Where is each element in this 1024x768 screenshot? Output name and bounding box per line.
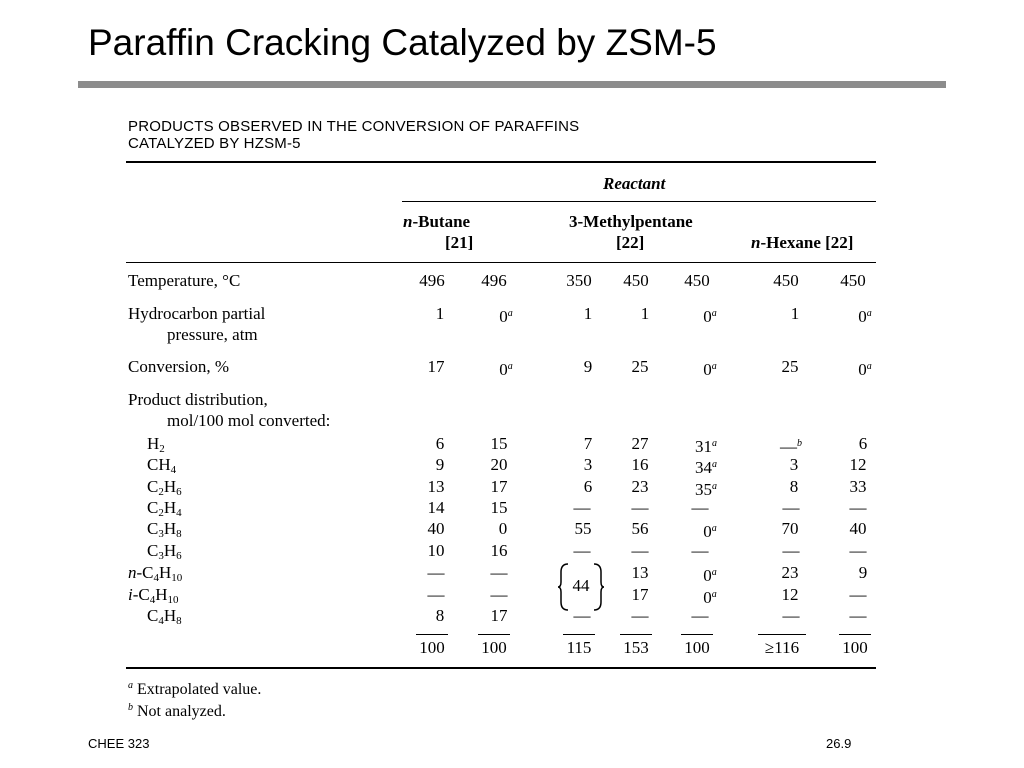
group-prefix: n <box>403 212 413 231</box>
product-h2: $H_2$ <box>147 434 165 455</box>
row-label-conversion: Conversion, % <box>128 357 230 376</box>
cell-not-analyzed <box>768 434 814 457</box>
total-cell: 100 <box>481 638 507 657</box>
cell: — <box>573 606 591 625</box>
sum-rule <box>620 634 652 635</box>
cell: 23 <box>631 477 649 496</box>
footnote-mark-a: a <box>711 589 717 600</box>
cell-temperature: 450 <box>840 271 866 290</box>
cell: 9 <box>858 563 868 582</box>
cell: 12 <box>781 585 799 604</box>
cell: 7 <box>583 434 593 453</box>
cell: 8 <box>435 606 445 625</box>
sum-rule <box>758 634 806 635</box>
cell: 8 <box>789 477 799 496</box>
cell-value: 31 <box>695 437 712 456</box>
footnote-mark-a: a <box>866 361 872 372</box>
row-label-pressure-1: Hydrocarbon partial <box>128 304 266 323</box>
cell-pressure-extrapolated <box>687 304 733 327</box>
cell: — <box>631 541 649 560</box>
cell: 9 <box>435 455 445 474</box>
cell: 20 <box>490 455 508 474</box>
cell-temperature: 450 <box>684 271 710 290</box>
footnote-mark-a: a <box>507 361 513 372</box>
cell: 55 <box>574 519 592 538</box>
cell: — <box>691 541 709 560</box>
footnote-b <box>128 698 226 722</box>
cell: 6 <box>435 434 445 453</box>
cell-extrapolated <box>683 434 729 457</box>
cell: 13 <box>631 563 649 582</box>
footer-right: 26.9 <box>826 736 852 751</box>
cell: 6 <box>583 477 593 496</box>
group-name: -Butane <box>412 212 471 231</box>
cell-extrapolated <box>687 585 733 608</box>
cell: 17 <box>490 606 508 625</box>
cell: — <box>691 606 709 625</box>
cell-pressure: 1 <box>583 304 593 323</box>
product-c4h8: $C_4H_8$ <box>147 606 182 627</box>
product-c3h6: $C_3H_6$ <box>147 541 182 562</box>
product-c2h4: $C_2H_4$ <box>147 498 182 519</box>
cell: 15 <box>490 498 508 517</box>
cell-value: 0 <box>703 566 712 585</box>
cell: 33 <box>849 477 867 496</box>
group-n-butane <box>403 212 470 232</box>
cell: — <box>782 498 800 517</box>
footnote-mark-a: a <box>128 680 133 691</box>
cell-conversion: 17 <box>427 357 445 376</box>
cell-conversion-extrapolated <box>483 357 529 380</box>
total-cell: 115 <box>566 638 592 657</box>
cell-value: 0 <box>703 522 712 541</box>
footnote-mark-a: a <box>712 481 717 492</box>
cell: 40 <box>427 519 445 538</box>
cell-value: 0 <box>858 307 867 326</box>
caption-line-2: CATALYZED BY HZSM-5 <box>128 135 301 152</box>
table-caption <box>128 118 579 152</box>
total-cell: 100 <box>419 638 445 657</box>
slide-title: Paraffin Cracking Catalyzed by ZSM-5 <box>88 22 717 63</box>
cell: 6 <box>858 434 868 453</box>
product-c2h6: $C_2H_6$ <box>147 477 182 498</box>
sum-rule <box>839 634 871 635</box>
cell-temperature: 496 <box>419 271 445 290</box>
cell: 27 <box>631 434 649 453</box>
cell-extrapolated <box>683 477 729 500</box>
row-label-distribution-2: mol/100 mol converted: <box>167 411 331 430</box>
cell: 40 <box>849 519 867 538</box>
cell-braced-value: 44 <box>572 576 590 595</box>
row-label-temperature: Temperature, °C <box>128 271 241 290</box>
product-n-c4h10: $n-C_4H_{10}$ <box>128 563 183 584</box>
cell-conversion: 9 <box>583 357 593 376</box>
cell: 16 <box>631 455 649 474</box>
cell-extrapolated <box>683 455 729 478</box>
cell-value: 0 <box>858 360 867 379</box>
cell: 10 <box>427 541 445 560</box>
footnote-text: Not analyzed. <box>137 703 226 720</box>
footnote-text: Extrapolated value. <box>137 681 262 698</box>
reactant-header: Reactant <box>603 174 666 193</box>
cell-value: 0 <box>703 360 712 379</box>
cell-value: 0 <box>703 588 712 607</box>
footnote-mark-a: a <box>507 308 513 319</box>
title-rule <box>78 81 946 88</box>
cell-value: 0 <box>703 307 712 326</box>
sum-rule <box>478 634 510 635</box>
cell-conversion-extrapolated <box>687 357 733 380</box>
cell: — <box>849 606 867 625</box>
cell-value: 34 <box>695 458 712 477</box>
cell: 23 <box>781 563 799 582</box>
footnote-mark-a: a <box>711 523 717 534</box>
cell: — <box>490 585 508 604</box>
cell: 3 <box>583 455 593 474</box>
footnote-mark-a: a <box>711 567 717 578</box>
cell: 12 <box>849 455 867 474</box>
cell-extrapolated <box>687 563 733 586</box>
group-ref-methylpentane: [22] <box>616 233 645 252</box>
cell-extrapolated <box>687 519 733 542</box>
cell-temperature: 450 <box>623 271 649 290</box>
table-top-rule <box>126 161 876 163</box>
cell: 0 <box>498 519 508 538</box>
group-n-hexane <box>751 233 853 253</box>
cell-temperature: 450 <box>773 271 799 290</box>
total-cell: 153 <box>623 638 649 657</box>
cell: 13 <box>427 477 445 496</box>
group-name: -Hexane [22] <box>760 233 854 252</box>
total-cell: ≥116 <box>764 638 800 657</box>
cell: — <box>427 585 445 604</box>
sum-rule <box>563 634 595 635</box>
cell: 17 <box>490 477 508 496</box>
total-cell: 100 <box>842 638 868 657</box>
total-cell: 100 <box>684 638 710 657</box>
cell: — <box>691 498 709 517</box>
cell-pressure: 1 <box>790 304 800 323</box>
cell-conversion: 25 <box>631 357 649 376</box>
table-bottom-rule <box>126 667 876 669</box>
cell-pressure: 1 <box>640 304 650 323</box>
cell: 70 <box>781 519 799 538</box>
header-bottom-rule <box>126 262 876 263</box>
cell-value: — <box>780 437 797 456</box>
cell: — <box>849 541 867 560</box>
footnote-mark-a: a <box>866 308 872 319</box>
cell: — <box>631 606 649 625</box>
cell-conversion: 25 <box>781 357 799 376</box>
reactant-rule <box>402 201 876 202</box>
footnote-mark-b: b <box>797 438 802 449</box>
cell: — <box>782 606 800 625</box>
group-3-methylpentane: 3-Methylpentane <box>569 212 693 231</box>
cell: 16 <box>490 541 508 560</box>
row-label-pressure-2: pressure, atm <box>167 325 258 344</box>
cell: — <box>573 498 591 517</box>
group-ref-butane: [21] <box>445 233 474 252</box>
footnote-mark-a: a <box>711 308 717 319</box>
cell: — <box>782 541 800 560</box>
cell: — <box>849 585 867 604</box>
footnote-a <box>128 676 261 700</box>
cell: 17 <box>631 585 649 604</box>
cell: 56 <box>631 519 649 538</box>
footnote-mark-a: a <box>711 361 717 372</box>
footnote-mark-b: b <box>128 702 133 713</box>
cell-value: 0 <box>499 360 508 379</box>
sum-rule <box>416 634 448 635</box>
footnote-mark-a: a <box>712 438 717 449</box>
cell-value: 35 <box>695 480 712 499</box>
cell-pressure-extrapolated <box>842 304 888 327</box>
cell: — <box>849 498 867 517</box>
product-c3h8: $C_3H_8$ <box>147 519 182 540</box>
cell-temperature: 496 <box>481 271 507 290</box>
sum-rule <box>681 634 713 635</box>
caption-line-1: PRODUCTS OBSERVED IN THE CONVERSION OF PARAFFINS <box>128 118 580 135</box>
cell: — <box>573 541 591 560</box>
product-i-c4h10: $i-C_4H_{10}$ <box>128 585 179 606</box>
cell-value: 0 <box>499 307 508 326</box>
cell-pressure: 1 <box>435 304 445 323</box>
footer-left: CHEE 323 <box>88 736 150 751</box>
cell: 15 <box>490 434 508 453</box>
product-ch4: $CH_4$ <box>147 455 177 476</box>
cell-pressure-extrapolated <box>483 304 529 327</box>
cell: — <box>490 563 508 582</box>
cell-conversion-extrapolated <box>842 357 888 380</box>
group-prefix: n <box>751 233 761 252</box>
cell: — <box>631 498 649 517</box>
cell: 14 <box>427 498 445 517</box>
cell-temperature: 350 <box>566 271 592 290</box>
cell: 3 <box>789 455 799 474</box>
cell: — <box>427 563 445 582</box>
row-label-distribution-1: Product distribution, <box>128 390 268 409</box>
footnote-mark-a: a <box>712 459 717 470</box>
